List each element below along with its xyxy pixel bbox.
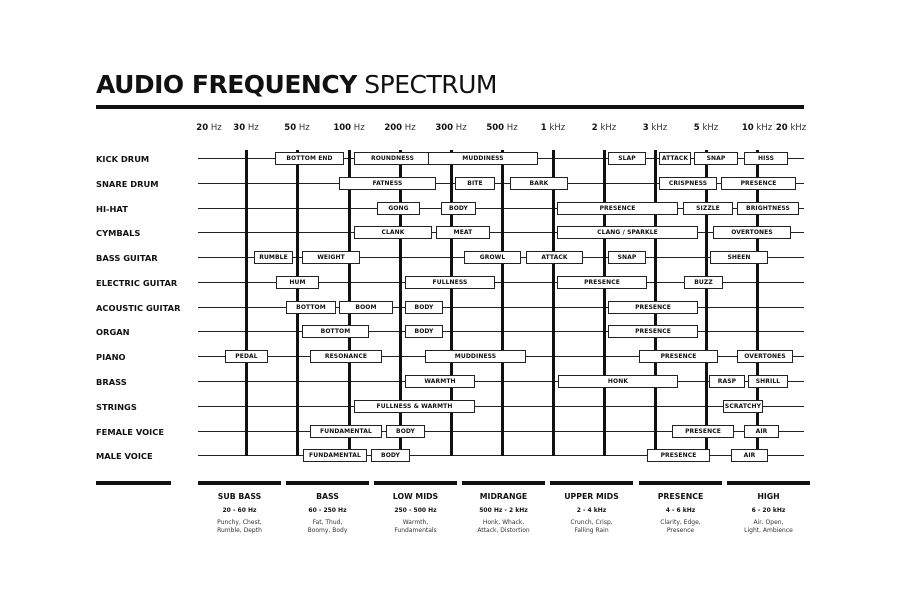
band-range: 500 Hz - 2 kHz — [479, 507, 528, 514]
instrument-label: PIANO — [96, 351, 126, 362]
characteristic-box: BOTTOM — [302, 325, 369, 338]
band-column — [727, 492, 810, 535]
characteristic-box: HISS — [744, 152, 788, 165]
frequency-unit: Hz — [353, 123, 365, 133]
frequency-gridline — [501, 150, 504, 456]
characteristic-box: WARMTH — [405, 375, 475, 388]
characteristic-box: BODY — [405, 325, 443, 338]
band-column — [374, 492, 457, 535]
characteristic-box: OVERTONES — [737, 350, 793, 363]
frequency-value: 10 — [741, 123, 754, 133]
characteristic-box: HUM — [276, 276, 319, 289]
band-name: LOW MIDS — [392, 492, 439, 501]
band-column — [639, 492, 722, 535]
characteristic-box: FATNESS — [339, 177, 436, 190]
frequency-unit: Hz — [247, 123, 259, 133]
frequency-value: 20 — [775, 123, 788, 133]
footer-bar-left — [96, 481, 171, 485]
characteristic-box: RUMBLE — [254, 251, 293, 264]
frequency-value: 2 — [591, 123, 598, 133]
characteristic-box: BODY — [405, 301, 443, 314]
frequency-tick-label — [233, 123, 258, 133]
instrument-label: ELECTRIC GUITAR — [96, 277, 178, 288]
instrument-label: BRASS — [96, 376, 127, 387]
characteristic-box: WEIGHT — [302, 251, 360, 264]
characteristic-box: BODY — [441, 202, 476, 215]
instrument-label: FEMALE VOICE — [96, 426, 165, 437]
characteristic-box: GONG — [377, 202, 420, 215]
frequency-unit: Hz — [506, 123, 518, 133]
frequency-unit: kHz — [702, 123, 719, 133]
frequency-value: 200 — [384, 123, 403, 133]
characteristic-box: GROWL — [464, 251, 521, 264]
band-bar — [639, 481, 722, 485]
characteristic-box: MUDDINESS — [425, 350, 526, 363]
frequency-value: 20 — [196, 123, 209, 133]
band-range: 6 - 20 kHz — [751, 507, 786, 514]
characteristic-box: RESONANCE — [310, 350, 382, 363]
frequency-value: 100 — [333, 123, 352, 133]
band-range: 250 - 500 Hz — [394, 507, 437, 514]
band-column — [550, 492, 633, 535]
characteristic-box: FUNDAMENTAL — [310, 425, 382, 438]
frequency-value: 3 — [642, 123, 649, 133]
band-range: 2 - 4 kHz — [576, 507, 607, 514]
frequency-tick-label — [694, 123, 718, 133]
characteristic-box: ATTACK — [526, 251, 583, 264]
instrument-label: ACOUSTIC GUITAR — [96, 302, 181, 313]
frequency-unit: Hz — [210, 123, 222, 133]
frequency-tick-label — [776, 123, 806, 133]
characteristic-box: OVERTONES — [713, 226, 791, 239]
band-range: 20 - 60 Hz — [222, 507, 257, 514]
characteristic-box: AIR — [744, 425, 779, 438]
band-bar — [550, 481, 633, 485]
band-name: SUB BASS — [217, 492, 262, 501]
band-name: HIGH — [757, 492, 780, 501]
frequency-tick-label — [284, 123, 309, 133]
page-title — [96, 70, 497, 100]
frequency-tick-label — [435, 123, 466, 133]
characteristic-box: FULLNESS — [405, 276, 495, 289]
band-description: Air, Open, Light, Ambience — [744, 519, 793, 534]
frequency-tick-label — [643, 123, 667, 133]
frequency-unit: kHz — [790, 123, 807, 133]
instrument-label: BASS GUITAR — [96, 252, 158, 263]
characteristic-box: AIR — [731, 449, 768, 462]
frequency-value: 50 — [284, 123, 297, 133]
characteristic-box: BUZZ — [684, 276, 723, 289]
title-divider — [96, 105, 804, 109]
frequency-tick-label — [592, 123, 616, 133]
title-bold: AUDIO FREQUENCY — [96, 70, 357, 99]
characteristic-box: BARK — [510, 177, 568, 190]
frequency-tick-label — [196, 123, 221, 133]
characteristic-box: BODY — [386, 425, 425, 438]
frequency-unit: Hz — [404, 123, 416, 133]
frequency-gridline — [552, 150, 555, 456]
frequency-tick-label — [541, 123, 565, 133]
characteristic-box: PRESENCE — [672, 425, 734, 438]
frequency-value: 300 — [435, 123, 454, 133]
frequency-value: 30 — [233, 123, 246, 133]
characteristic-box: PRESENCE — [647, 449, 710, 462]
band-name: UPPER MIDS — [564, 492, 619, 501]
band-bar — [462, 481, 545, 485]
frequency-tick-label — [486, 123, 517, 133]
frequency-gridline — [705, 150, 708, 456]
title-light: SPECTRUM — [364, 70, 497, 99]
characteristic-box: CLANG / SPARKLE — [557, 226, 698, 239]
frequency-gridline — [245, 150, 248, 456]
characteristic-box: BOTTOM END — [275, 152, 344, 165]
characteristic-box: PRESENCE — [557, 276, 647, 289]
band-bar — [286, 481, 369, 485]
characteristic-box: SNAP — [694, 152, 738, 165]
instrument-label: CYMBALS — [96, 227, 141, 238]
characteristic-box: FULLNESS & WARMTH — [354, 400, 475, 413]
frequency-unit: Hz — [298, 123, 310, 133]
band-column — [462, 492, 545, 535]
band-range: 60 - 250 Hz — [308, 507, 347, 514]
instrument-label: MALE VOICE — [96, 450, 153, 461]
characteristic-box: SLAP — [608, 152, 646, 165]
instrument-label: HI-HAT — [96, 203, 128, 214]
characteristic-box: SIZZLE — [683, 202, 733, 215]
band-name: BASS — [316, 492, 339, 501]
characteristic-box: BRIGHTNESS — [737, 202, 799, 215]
characteristic-box: PRESENCE — [608, 325, 698, 338]
frequency-tick-label — [742, 123, 772, 133]
instrument-label: SNARE DRUM — [96, 178, 159, 189]
frequency-unit: kHz — [600, 123, 617, 133]
characteristic-box: MUDDINESS — [428, 152, 538, 165]
frequency-gridline — [603, 150, 606, 456]
frequency-tick-label — [333, 123, 364, 133]
characteristic-box: RASP — [709, 375, 745, 388]
band-description: Fat, Thud, Boomy, Body — [307, 519, 348, 534]
band-bar — [198, 481, 281, 485]
characteristic-box: ATTACK — [659, 152, 691, 165]
instrument-label: KICK DRUM — [96, 153, 150, 164]
characteristic-box: PRESENCE — [608, 301, 698, 314]
characteristic-box: SNAP — [608, 251, 646, 264]
characteristic-box: CLANK — [354, 226, 432, 239]
characteristic-box: BODY — [371, 449, 410, 462]
band-description: Clarity, Edge, Presence — [660, 519, 701, 534]
frequency-value: 1 — [540, 123, 547, 133]
frequency-value: 500 — [486, 123, 505, 133]
characteristic-box: PRESENCE — [721, 177, 796, 190]
characteristic-box: PRESENCE — [557, 202, 678, 215]
characteristic-box: MEAT — [436, 226, 490, 239]
frequency-unit: Hz — [455, 123, 467, 133]
characteristic-box: BOTTOM — [286, 301, 336, 314]
characteristic-box: BOOM — [339, 301, 393, 314]
frequency-unit: kHz — [756, 123, 773, 133]
band-column — [198, 492, 281, 535]
band-description: Honk, Whack, Attack, Distortion — [477, 519, 530, 534]
characteristic-box: SCRATCHY — [723, 400, 763, 413]
characteristic-box: SHRILL — [748, 375, 788, 388]
band-description: Warmth, Fundamentals — [394, 519, 437, 534]
band-description: Crunch, Crisp, Falling Rain — [570, 519, 613, 534]
band-bar — [374, 481, 457, 485]
characteristic-box: PRESENCE — [639, 350, 718, 363]
frequency-unit: kHz — [549, 123, 566, 133]
frequency-unit: kHz — [651, 123, 668, 133]
band-bar — [727, 481, 810, 485]
characteristic-box: BITE — [455, 177, 495, 190]
frequency-tick-label — [384, 123, 415, 133]
instrument-label: ORGAN — [96, 326, 130, 337]
frequency-value: 5 — [693, 123, 700, 133]
band-description: Punchy, Chest, Rumble, Depth — [217, 519, 262, 534]
characteristic-box: HONK — [558, 375, 678, 388]
characteristic-box: FUNDAMENTAL — [303, 449, 367, 462]
band-column — [286, 492, 369, 535]
characteristic-box: ROUNDNESS — [354, 152, 431, 165]
characteristic-box: PEDAL — [225, 350, 268, 363]
characteristic-box: SHEEN — [710, 251, 768, 264]
band-range: 4 - 6 kHz — [665, 507, 696, 514]
instrument-label: STRINGS — [96, 401, 137, 412]
band-name: MIDRANGE — [479, 492, 528, 501]
characteristic-box: CRISPNESS — [659, 177, 717, 190]
band-name: PRESENCE — [657, 492, 704, 501]
